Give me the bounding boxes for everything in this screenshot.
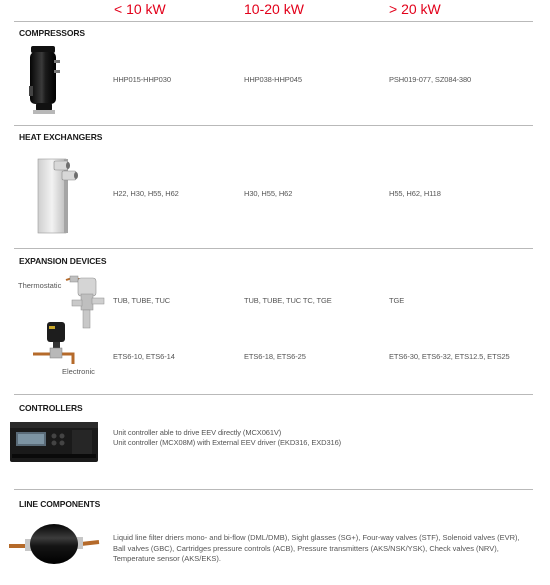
controller-line-2: Unit controller (MCX08M) with External EEV driver (EKD316, EXD316) [113,438,342,447]
separator [14,248,533,249]
thermostatic-label: Thermostatic [18,281,62,290]
cell-compressors-medium: HHP038-HHP045 [244,75,302,84]
cell-heat-exchangers-small: H22, H30, H55, H62 [113,189,179,198]
section-title-expansion-devices: EXPANSION DEVICES [19,256,107,266]
section-title-heat-exchangers: HEAT EXCHANGERS [19,132,103,142]
section-title-line-components: LINE COMPONENTS [19,499,101,509]
cell-thermostatic-medium: TUB, TUBE, TUC TC, TGE [244,296,332,305]
separator [14,125,533,126]
line-components-text: Liquid line filter driers mono- and bi-flow (DML/DMB), Sight glasses (SG+), Four-way valves (STF), Solenoid valves (EVR), Ball valves (GBC), Cartridges pressure controls (ACB), Pressure transmitters (AKS/NSK/YSK), Check valves (NRV), Temperature sensor (AKS/EKS). [113,533,520,563]
heat-exchanger-image [34,153,78,235]
separator [14,394,533,395]
cell-electronic-medium: ETS6-18, ETS6-25 [244,352,306,361]
column-header-medium: 10-20 kW [244,1,304,17]
controller-line-1: Unit controller able to drive EEV directly (MCX061V) [113,428,282,437]
filter-drier-image [7,518,101,568]
controller-image [8,418,100,464]
cell-thermostatic-small: TUB, TUBE, TUC [113,296,171,305]
cell-heat-exchangers-medium: H30, H55, H62 [244,189,293,198]
separator [14,21,533,22]
separator [14,489,533,490]
cell-thermostatic-large: TGE [389,296,405,305]
cell-electronic-large: ETS6-30, ETS6-32, ETS12.5, ETS25 [389,352,510,361]
cell-heat-exchangers-large: H55, H62, H118 [389,189,441,198]
cell-compressors-small: HHP015-HHP030 [113,75,171,84]
cell-electronic-small: ETS6-10, ETS6-14 [113,352,175,361]
cell-compressors-large: PSH019-077, SZ084-380 [389,75,472,84]
column-header-large: > 20 kW [389,1,441,17]
electronic-label: Electronic [62,367,95,376]
compressor-image [28,44,62,116]
section-title-controllers: CONTROLLERS [19,403,83,413]
electronic-valve-image [33,320,81,366]
section-title-compressors: COMPRESSORS [19,28,85,38]
column-header-small: < 10 kW [114,1,166,17]
